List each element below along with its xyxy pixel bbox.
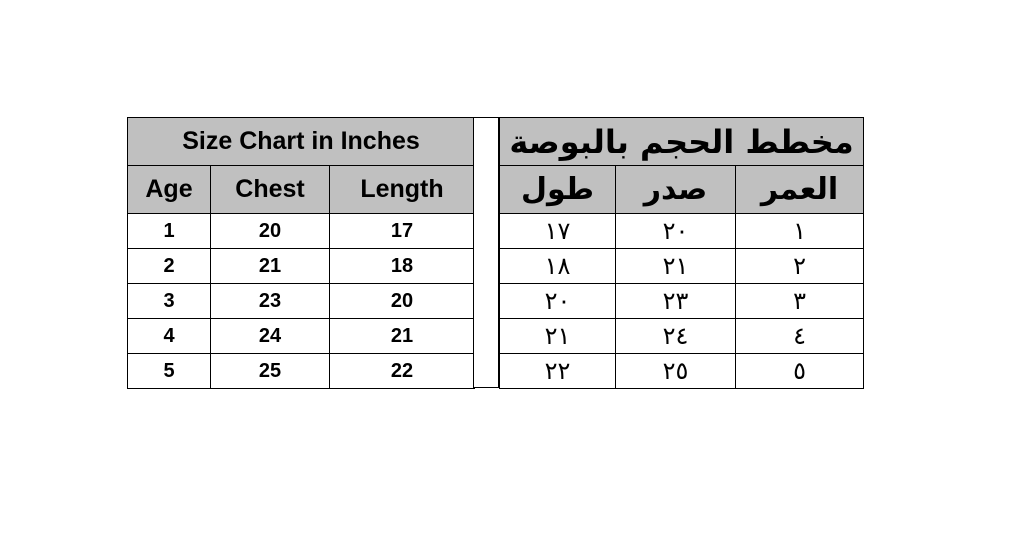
english-table-title: Size Chart in Inches [128,118,475,166]
chest-cell-ar: ٢٤ [616,319,736,354]
column-header-length: Length [330,166,475,214]
table-separator-gap [473,117,499,388]
age-cell-ar: ٢ [736,249,864,284]
age-cell-ar: ١ [736,214,864,249]
table-row [128,354,475,389]
chest-cell: 20 [211,214,330,249]
length-cell: 18 [330,249,475,284]
age-cell: 3 [128,284,211,319]
chest-cell-ar: ٢١ [616,249,736,284]
arabic-size-table [499,117,864,389]
length-cell-ar: ١٨ [500,249,616,284]
column-header-age-ar: العمر [736,166,864,214]
age-cell: 1 [128,214,211,249]
chest-cell-ar: ٢٠ [616,214,736,249]
length-cell-ar: ١٧ [500,214,616,249]
table-row [500,284,864,319]
column-header-length-ar: طول [500,166,616,214]
chest-cell-ar: ٢٥ [616,354,736,389]
length-cell: 21 [330,319,475,354]
age-cell: 5 [128,354,211,389]
length-cell-ar: ٢١ [500,319,616,354]
table-row [128,284,475,319]
chest-cell: 25 [211,354,330,389]
chest-cell: 24 [211,319,330,354]
table-row [500,214,864,249]
length-cell: 20 [330,284,475,319]
table-row [128,214,475,249]
age-cell: 2 [128,249,211,284]
age-cell: 4 [128,319,211,354]
table-row [128,249,475,284]
chest-cell: 21 [211,249,330,284]
chest-cell: 23 [211,284,330,319]
length-cell-ar: ٢٢ [500,354,616,389]
length-cell-ar: ٢٠ [500,284,616,319]
age-cell-ar: ٥ [736,354,864,389]
arabic-table-title: مخطط الحجم بالبوصة [500,118,864,166]
table-row [500,354,864,389]
table-row [128,319,475,354]
age-cell-ar: ٤ [736,319,864,354]
column-header-chest: Chest [211,166,330,214]
column-header-age: Age [128,166,211,214]
column-header-chest-ar: صدر [616,166,736,214]
chest-cell-ar: ٢٣ [616,284,736,319]
english-size-table [127,117,475,389]
age-cell-ar: ٣ [736,284,864,319]
length-cell: 17 [330,214,475,249]
table-row [500,249,864,284]
length-cell: 22 [330,354,475,389]
table-row [500,319,864,354]
